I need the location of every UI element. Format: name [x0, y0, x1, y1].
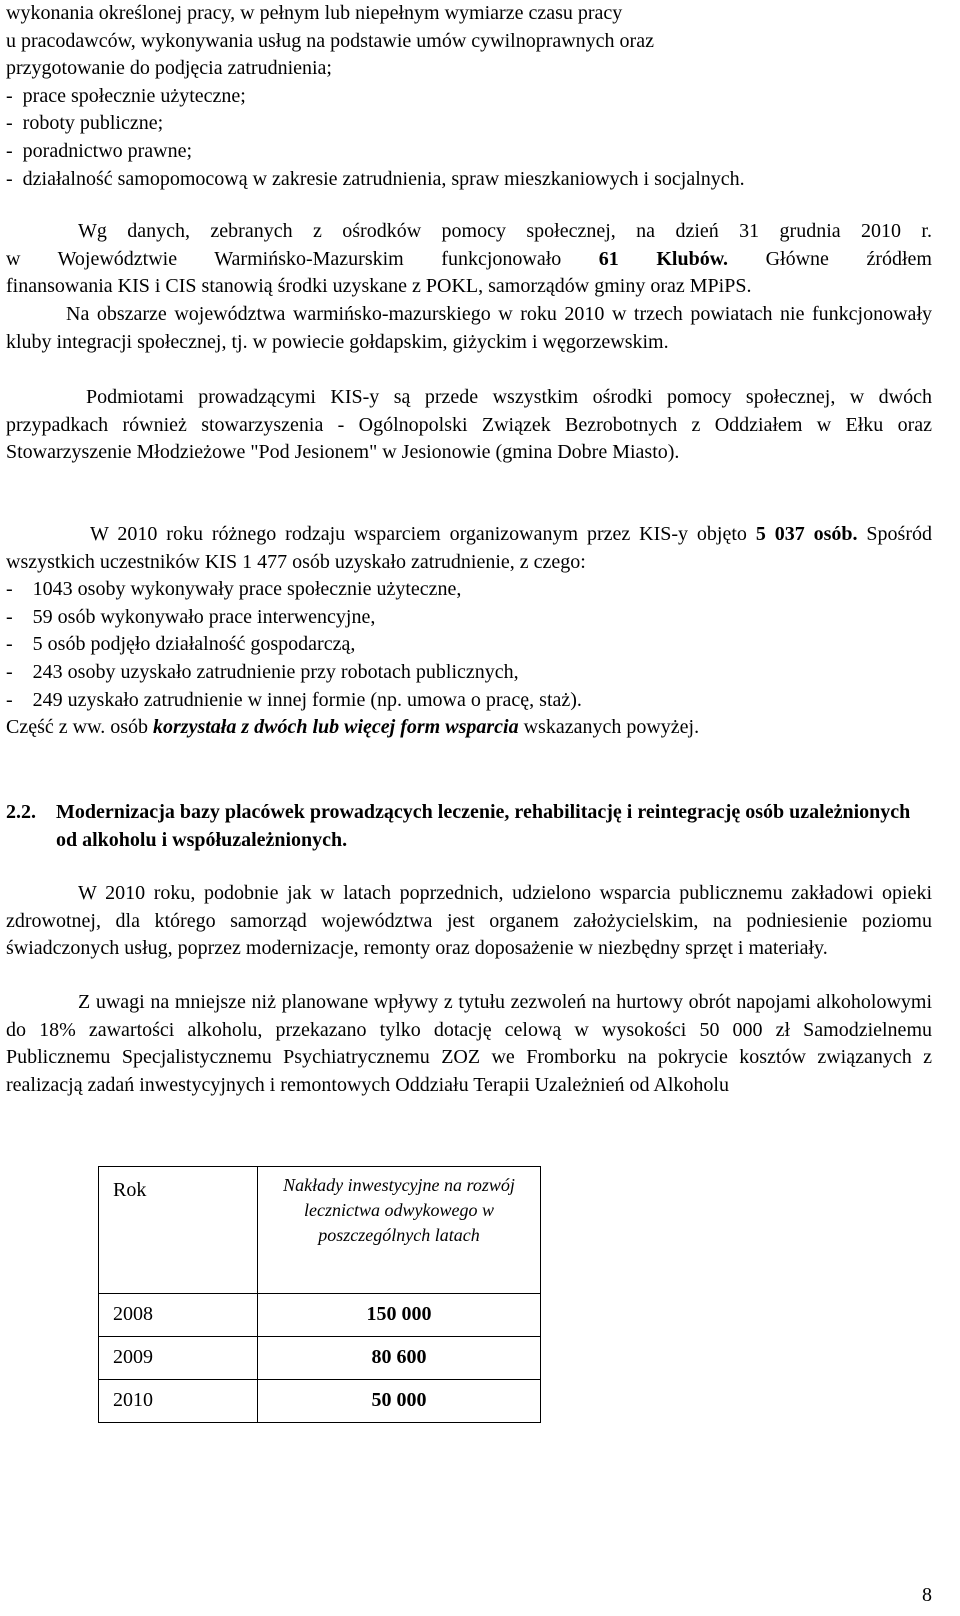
- table-cell-year: 2008: [99, 1294, 258, 1337]
- table-cell-year: 2010: [99, 1380, 258, 1423]
- participants-text: Spośród wszystkich uczestników KIS 1 477 osób uzyskało zatrudnienie, z czego:: [6, 523, 932, 573]
- table-cell-value: 150 000: [258, 1294, 541, 1337]
- clubs-count: 61 Klubów.: [598, 247, 729, 270]
- table-row: [99, 1294, 541, 1337]
- podmioty-paragraph: Podmiotami prowadzącymi KIS-y są przede wszystkim ośrodki pomocy społecznej, w dwóch przypadkach również stowarzyszenia - Ogólnopolski Związek Bezrobotnych z Oddziałem w Ełku oraz Stowarzyszenie Młodzieżowe "Pod Jesionem" w Jesionowie (gmina Dobre Miasto).: [6, 386, 932, 464]
- participants-text: W 2010 roku różnego rodzaju wsparciem organizowanym przez KIS-y objęto: [90, 523, 756, 545]
- section-heading: [6, 799, 932, 854]
- part-note-text: wskazanych powyżej.: [518, 716, 700, 739]
- table-header-row: [99, 1167, 541, 1294]
- section-number: 2.2.: [6, 801, 36, 823]
- list-item: - roboty publiczne;: [6, 112, 164, 135]
- para1-line1: Wg danych, zebranych z ośrodków pomocy społecznej, na dzień 31 grudnia 2010 r.: [78, 220, 932, 242]
- intro-line: przygotowanie do podjęcia zatrudnienia;: [6, 57, 332, 80]
- para1-text: Główne źródłem: [728, 247, 932, 270]
- para1-line3: finansowania KIS i CIS stanowią środki uzyskane z POKL, samorządów gminy oraz MPiPS.: [6, 275, 752, 298]
- part-note: [6, 714, 932, 742]
- zoz-paragraph: W 2010 roku, podobnie jak w latach poprzednich, udzielono wsparcia publicznemu zakładowi opieki zdrowotnej, dla którego samorząd województwa jest organem założycielskim, na podniesienie poziomu świadczonych usług, poprzez modernizacje, remonty oraz doposażenie w niezbędny sprzęt i materiały.: [6, 882, 932, 960]
- table-cell-value: 80 600: [258, 1337, 541, 1380]
- list-item: - 243 osoby uzyskało zatrudnienie przy robotach publicznych,: [6, 660, 519, 683]
- powiaty-paragraph: Na obszarze województwa warmińsko-mazurskiego w roku 2010 w trzech powiatach nie funkcjonowały kluby integracji społecznej, tj. w powiecie gołdapskim, giżyckim i węgorzewskim.: [6, 303, 932, 353]
- clubs-paragraph: [6, 218, 932, 301]
- intro-line: u pracodawców, wykonywania usług na podstawie umów cywilnoprawnych oraz: [6, 29, 654, 52]
- list-item: - 1043 osoby wykonywały prace społecznie użyteczne,: [6, 578, 462, 601]
- table-header-value: Nakłady inwestycyjne na rozwój lecznictwa odwykowego w poszczególnych latach: [258, 1167, 541, 1294]
- participants-block: [6, 521, 932, 742]
- table-header-year: Rok: [99, 1167, 258, 1294]
- section-title: Modernizacja bazy placówek prowadzących leczenie, rehabilitację i reintegrację osób uzależnionych od alkoholu i współuzależnionych.: [56, 801, 911, 851]
- para1-text: w Województwie Warmińsko-Mazurskim funkcjonowało: [6, 247, 599, 270]
- participants-paragraph: [6, 521, 932, 576]
- table-row: [99, 1337, 541, 1380]
- list-item: - prace społecznie użyteczne;: [6, 84, 246, 107]
- list-item: - działalność samopomocową w zakresie zatrudnienia, spraw mieszkaniowych i socjalnych.: [6, 167, 745, 190]
- part-note-emphasis: korzystała z dwóch lub więcej form wsparcia: [153, 716, 519, 739]
- dotacja-paragraph: Z uwagi na mniejsze niż planowane wpływy z tytułu zezwoleń na hurtowy obrót napojami alkoholowymi do 18% zawartości alkoholu, przekazano tylko dotację celową w wysokości 50 000 zł Samodzielnemu Publicznemu Specjalistycznemu Psychiatrycznemu ZOZ we Fromborku na pokrycie kosztów związanych z realizacją zadań inwestycyjnych i remontowych Oddziału Terapii Uzależnień od Alkoholu: [6, 991, 932, 1096]
- table-cell-year: 2009: [99, 1337, 258, 1380]
- list-item: - 5 osób podjęło działalność gospodarczą,: [6, 633, 356, 656]
- table-cell-value: 50 000: [258, 1380, 541, 1423]
- participants-count: 5 037 osób.: [755, 523, 858, 545]
- list-item: - 249 uzyskało zatrudnienie w innej formie (np. umowa o pracę, staż).: [6, 688, 582, 711]
- investment-table: [98, 1166, 541, 1423]
- list-item: - poradnictwo prawne;: [6, 139, 193, 162]
- intro-block: [6, 0, 932, 193]
- page-number: 8: [922, 1584, 932, 1606]
- para1-line2: [6, 246, 932, 274]
- list-item: - 59 osób wykonywało prace interwencyjne,: [6, 605, 376, 628]
- part-note-text: Część z ww. osób: [6, 716, 154, 739]
- table-row: [99, 1380, 541, 1423]
- intro-line: wykonania określonej pracy, w pełnym lub niepełnym wymiarze czasu pracy: [6, 2, 623, 24]
